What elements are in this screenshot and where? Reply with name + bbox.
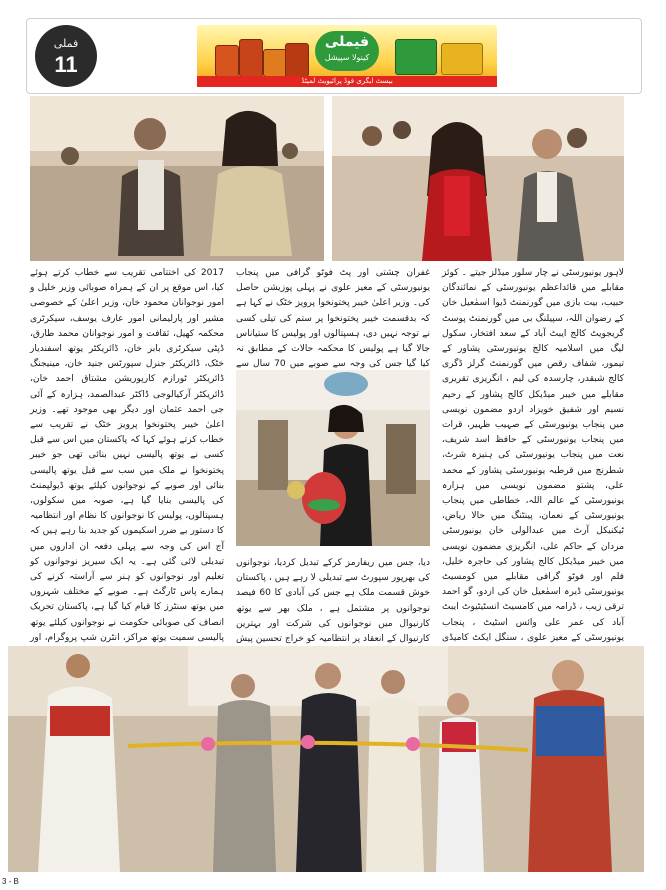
ad-brand-name: فیملی: [324, 34, 370, 50]
ad-company-strip: بیسٹ ایگری فوڈ پرائیویٹ لمیٹڈ: [197, 76, 497, 87]
product-jars-image: [215, 39, 307, 77]
page-number: 11: [54, 52, 78, 77]
column-2-bottom-text: دیا، جس میں ریفارمز کرکے تبدیل کردیا، نوجوانوں کی بھرپور سپورٹ سے تبدیلی لا رہے ہیں ، پاکستان خوش قسمت ملک ہے جس کی آبادی کا 60 فیصد نوجوانوں پر مشتمل ہے ، ملک بھر سے یوتھ کارنیوال میں نوجوانوں کی شرکت اور بہترین کارنیوال کے انعقاد پر انتظامیہ کو خراج تحسین پیش: [236, 558, 430, 645]
ad-brand-logo: [315, 31, 379, 71]
page-folio: 3 - B: [2, 877, 19, 886]
guests-seated-image: [30, 96, 324, 261]
text-column-2-top: [236, 266, 430, 370]
top-left-photo: [30, 96, 324, 261]
badge-title: ﻓﻤﻠﯽ: [53, 37, 79, 50]
guests-seated-image-2: [332, 96, 624, 261]
middle-photo: [236, 370, 430, 546]
header-advertisement[interactable]: [197, 25, 497, 87]
column-3-text: 2017 کی اختتامی تقریب سے خطاب کرتے ہوئے کیا، اس موقع پر ان کے ہمراہ صوبائی وزیر خلیل و امور نوجوانان محمود خان، وزیر اعلیٰ کے خصوصی مشیر اور پارلیمانی امور عارف یوسف، سیکرٹری محکمہ کھیل، ثقافت و امور نوجوانان محمد طارق، ڈپٹی سیکرٹری بابر خان، ڈائریکٹر یوتھ اسفندیار خٹک، ڈائریکٹر جنرل سپورٹس جنید خان، مینیجنگ ڈائریکٹر ٹورازم کارپوریشن مشتاق احمد خان، ڈائریکٹر آرکیالوجی ڈاکٹر عبدالصمد، ہزارہ کے آئی جی احمد عثمان اور دیگر بھی موجود تھے۔ وزیر اعلیٰ خیبر پختونخوا پرویز خٹک نے تقریب سے خطاب کرتے ہوئے کہا کہ پاکستان میں اس سے قبل کسی نے یوتھ پالیسی نہیں بنائی تھی جو خیبر پختونخوا نے ملک میں سب سے قبل یوتھ پالیسی بنائی اور صوبے کے نوجوانوں کیلئے یوتھ ڈیولپمنٹ کی پالیسی بنایا گیا ہے، صوبہ میں سکولوں، ہسپتالوں، پولیس کا نوجوانوں کا نظام اور انتظامیہ کا دستور بے ضرر اسکیموں کو جدید بنا رہے ہیں کہ آج اس کی وجہ سے پہلی دفعہ ان اداروں میں تبدیلی لائی گئی ہے۔ یہ ایک سیریز نوجوانوں کو تعلیم اور نوجوانوں کو ہنر سے آراستہ کرنے کی ہمارے پاس ٹارگٹ ہے۔ صوبے کے مختلف شہروں میں یوتھ سنٹرز کا قیام کیا گیا ہے، پاکستان تحریک انصاف کی صوبائی حکومت نے نوجوانوں کیلئے یوتھ پالیسی سمیت یوتھ مراکز، انٹرن شپ پروگرام، اور: [30, 268, 224, 643]
page-number-badge: [35, 25, 97, 87]
page-header: [26, 18, 642, 94]
product-pack-image: [395, 37, 487, 75]
ribbon-cutting-image: [8, 646, 644, 872]
bottom-photo: [8, 646, 644, 872]
text-column-1: [442, 266, 624, 643]
text-column-2-bottom: [236, 556, 430, 645]
ad-brand-sub: کینولا سپیشل: [324, 53, 370, 62]
column-2-top-text: غفران چشتی اور پٹ فوٹو گرافی میں پنجاب یونیورسٹی کے معیز علوی نے پہلی پوزیشن حاصل کی۔ وزیر اعلیٰ خیبر پختونخوا پرویز خٹک نے کہا ہے کہ بدقسمت خیبر پختونخوا پر ستم کی تیلی کسی نے توجہ نہیں دی، ہسپتالوں اور پولیس کا ستیاناس جالا گیا ہے پولیس کا محکمہ حالات کے مطابق نہ کیا گیا جس کی وجہ سے صوبے میں 70 سال سے: [236, 268, 430, 370]
text-column-3: [30, 266, 224, 643]
top-right-photo: [332, 96, 624, 261]
student-with-pots-image: [236, 370, 430, 546]
column-1-text: لاہور یونیورسٹی نے چار سلور میڈلز جیتے ۔ کوئز مقابلے میں قائداعظم یونیورسٹی کے نمائندگان حبیب، بیت بازی میں گورنمنٹ ڈیوا اسمٰعیل خان کے رضوان اللہ، سپیلنگ بی میں گورنمنٹ پوسٹ گریجویٹ کالج ایبٹ آباد کے سعد افتخار، سکول لیگ میں اسلامیہ کالج یونیورسٹی پشاور کے تیمور، شفاف رقص میں گورنمنٹ گرلز ڈگری کالج شبقدر، چارسدہ کی لیم ، انگریزی تقریری مقابلے میں خیبر میڈیکل کالج پشاور کے رحیم نسیم اور شفیق خویزاد اردو مضمون نویسی میں پنجاب یونیورسٹی کے صہیب ظہیر، قرات میں پنجاب یونیورسٹی کے حافظ اسد شریف، نعت میں پنجاب یونیورسٹی کی ہنیزہ شرٹ، شطرنج میں قرطبہ یونیورسٹی پشاور کے محمد علی، پشتو مضمون نویسی میں ہزارہ یونیورسٹی کے عالم اللہ، خطاطی میں پنجاب یونیورسٹی کے نعمان، پینٹنگ میں حالا ریاض، ٹیکنیکل آرٹ میں عبدالولی خان یونیورسٹی مردان کے حاکم علی، انگریزی مضمون نویسی میں خیبر میڈیکل کالج پشاور کی حاجرہ خلیل، فلم اور فوٹو گرافی مقابلے میں کومسیٹ یونیورسٹی ڈیرہ اسمٰعیل خان کی اردو، گو احمد ترقی زیب ، ڈرامہ میں کامسیٹ انسٹیٹیوٹ ایبٹ آباد کی عمر علی وائس اسٹیٹ ، پنجاب یونیورسٹی کے معیز علوی ، سنگل ایکٹ کامیڈی: [442, 268, 624, 643]
